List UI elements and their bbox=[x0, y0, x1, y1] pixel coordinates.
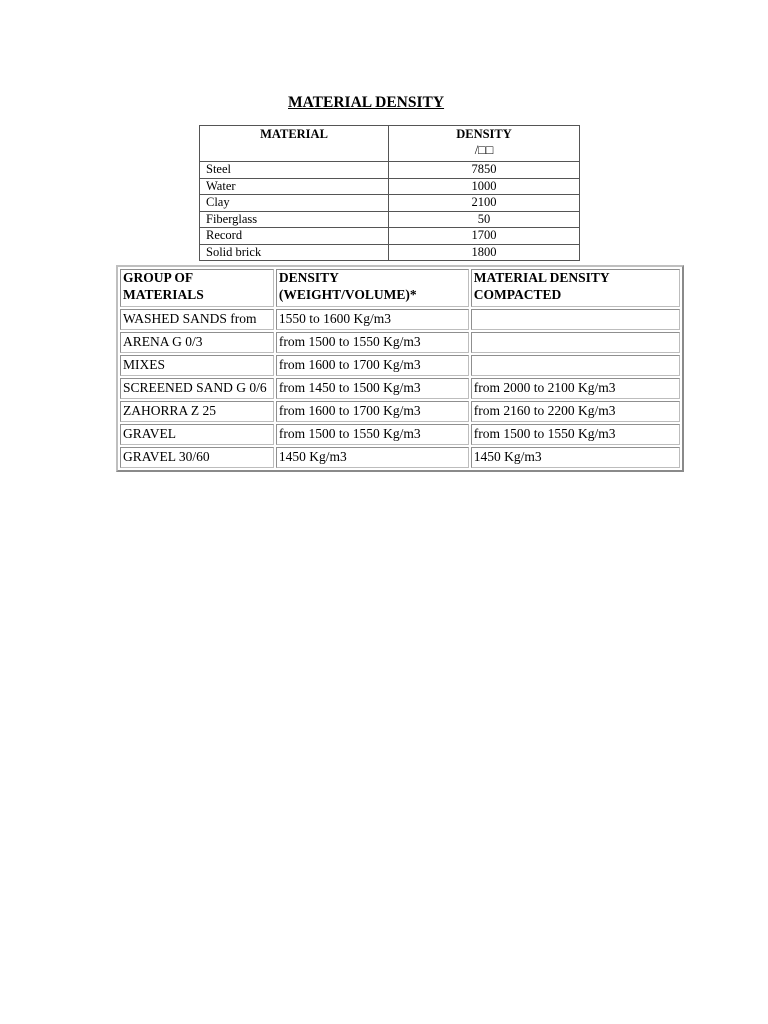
density-cell: from 1500 to 1550 Kg/m3 bbox=[276, 424, 469, 445]
group-cell: MIXES bbox=[120, 355, 274, 376]
table-header-row bbox=[120, 269, 680, 307]
compacted-cell bbox=[471, 355, 680, 376]
group-cell: ZAHORRA Z 25 bbox=[120, 401, 274, 422]
compacted-cell: 1450 Kg/m3 bbox=[471, 447, 680, 468]
material-column-header: MATERIAL bbox=[200, 126, 389, 162]
density-cell: 1450 Kg/m3 bbox=[276, 447, 469, 468]
material-cell: Steel bbox=[200, 162, 389, 179]
density-column-header: DENSITY (WEIGHT/VOLUME)* bbox=[276, 269, 469, 307]
material-cell: Solid brick bbox=[200, 244, 389, 261]
table-row bbox=[120, 309, 680, 330]
material-group-density-table-frame bbox=[116, 265, 684, 472]
table-row bbox=[200, 211, 580, 228]
material-cell: Fiberglass bbox=[200, 211, 389, 228]
density-cell: 50 bbox=[389, 211, 580, 228]
group-cell: GRAVEL 30/60 bbox=[120, 447, 274, 468]
compacted-cell: from 2160 to 2200 Kg/m3 bbox=[471, 401, 680, 422]
table-row bbox=[120, 355, 680, 376]
compacted-cell bbox=[471, 332, 680, 353]
group-cell: WASHED SANDS from bbox=[120, 309, 274, 330]
table-row bbox=[120, 401, 680, 422]
table-row bbox=[200, 228, 580, 245]
density-unit-label: /□□ bbox=[474, 142, 494, 157]
density-cell: 1000 bbox=[389, 178, 580, 195]
material-density-table bbox=[199, 125, 580, 261]
material-cell: Record bbox=[200, 228, 389, 245]
density-header-label: DENSITY bbox=[456, 127, 512, 141]
material-group-density-table bbox=[118, 267, 682, 470]
density-cell: 2100 bbox=[389, 195, 580, 212]
table-row bbox=[200, 195, 580, 212]
group-cell: ARENA G 0/3 bbox=[120, 332, 274, 353]
group-cell: SCREENED SAND G 0/6 bbox=[120, 378, 274, 399]
compacted-cell bbox=[471, 309, 680, 330]
density-cell: 1700 bbox=[389, 228, 580, 245]
table-header-row bbox=[200, 126, 580, 162]
group-column-header: GROUP OF MATERIALS bbox=[120, 269, 274, 307]
density-cell: from 1500 to 1550 Kg/m3 bbox=[276, 332, 469, 353]
density-cell: from 1600 to 1700 Kg/m3 bbox=[276, 401, 469, 422]
table-row bbox=[200, 244, 580, 261]
table-row bbox=[120, 447, 680, 468]
compacted-column-header: MATERIAL DENSITY COMPACTED bbox=[471, 269, 680, 307]
density-cell: 1800 bbox=[389, 244, 580, 261]
table-row bbox=[200, 162, 580, 179]
material-cell: Water bbox=[200, 178, 389, 195]
density-column-header bbox=[389, 126, 580, 162]
table-row bbox=[120, 378, 680, 399]
table-row bbox=[120, 332, 680, 353]
density-cell: from 1450 to 1500 Kg/m3 bbox=[276, 378, 469, 399]
table-row bbox=[120, 424, 680, 445]
density-cell: 7850 bbox=[389, 162, 580, 179]
table-row bbox=[200, 178, 580, 195]
density-cell: from 1600 to 1700 Kg/m3 bbox=[276, 355, 469, 376]
compacted-cell: from 1500 to 1550 Kg/m3 bbox=[471, 424, 680, 445]
page-title: MATERIAL DENSITY bbox=[288, 94, 445, 111]
material-cell: Clay bbox=[200, 195, 389, 212]
group-cell: GRAVEL bbox=[120, 424, 274, 445]
compacted-cell: from 2000 to 2100 Kg/m3 bbox=[471, 378, 680, 399]
density-cell: 1550 to 1600 Kg/m3 bbox=[276, 309, 469, 330]
